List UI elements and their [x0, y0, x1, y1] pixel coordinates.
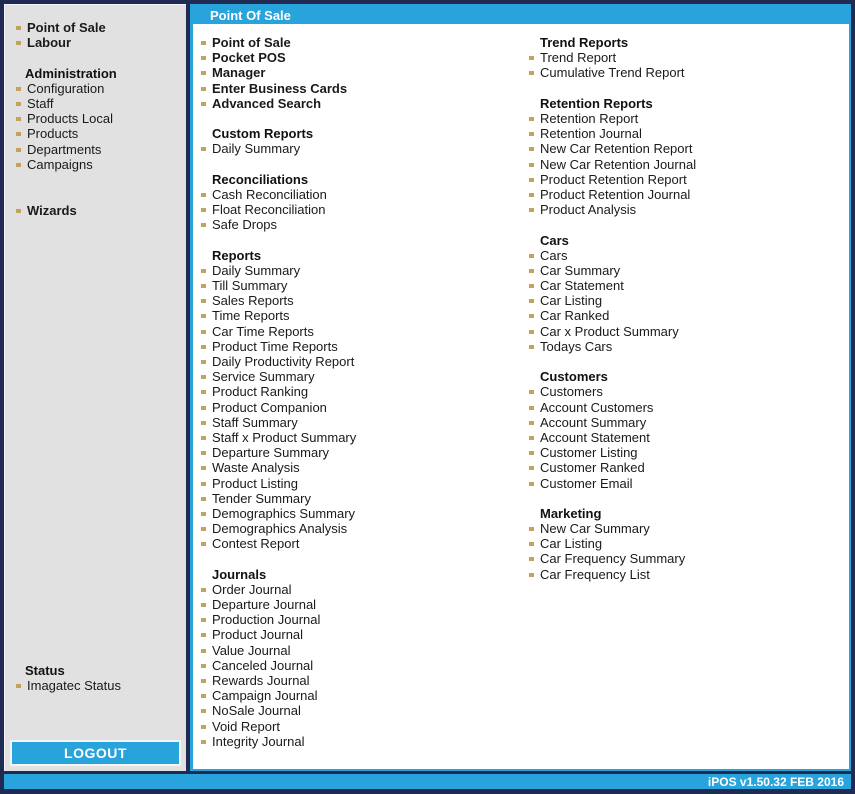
- bullet-icon: [201, 41, 206, 45]
- sidebar-bottom-gap: [5, 693, 186, 735]
- section-header: Cars: [540, 232, 569, 248]
- menu-item[interactable]: [529, 521, 849, 536]
- menu-item-label: Advanced Search: [212, 95, 322, 111]
- bullet-icon: [201, 603, 206, 607]
- menu-item-label: Campaign Journal: [212, 688, 318, 704]
- menu-item[interactable]: [529, 202, 849, 217]
- menu-item-label: Void Report: [212, 718, 280, 734]
- menu-item-label: Canceled Journal: [212, 657, 314, 673]
- menu-item[interactable]: [201, 400, 529, 415]
- menu-section: [529, 506, 849, 582]
- menu-item-label: Car Summary: [540, 262, 621, 278]
- menu-item[interactable]: [529, 248, 849, 263]
- menu-item[interactable]: [529, 308, 849, 323]
- menu-item-label: Customer Email: [540, 475, 633, 491]
- menu-item-label: Customer Ranked: [540, 460, 645, 476]
- bullet-icon: [529, 406, 534, 410]
- menu-item[interactable]: [529, 65, 849, 80]
- main-panel: [190, 4, 851, 771]
- bullet-icon: [201, 390, 206, 394]
- section-header: Administration: [25, 65, 117, 81]
- menu-item-label: Daily Summary: [212, 141, 301, 157]
- menu-item-label: New Car Retention Journal: [540, 156, 697, 172]
- menu-item[interactable]: [201, 202, 529, 217]
- sidebar-status-group: [5, 663, 186, 693]
- menu-item[interactable]: [201, 308, 529, 323]
- menu-item[interactable]: [16, 20, 186, 35]
- bullet-icon: [529, 390, 534, 394]
- bullet-icon: [201, 147, 206, 151]
- bullet-icon: [201, 345, 206, 349]
- bullet-icon: [201, 588, 206, 592]
- menu-column-left: [201, 35, 529, 769]
- menu-item-label: Product Analysis: [540, 202, 637, 218]
- main-header-bar: [193, 6, 849, 24]
- bullet-icon: [201, 512, 206, 516]
- menu-section: [201, 567, 529, 749]
- bullet-icon: [529, 254, 534, 258]
- menu-item[interactable]: [201, 50, 529, 65]
- menu-item[interactable]: [529, 278, 849, 293]
- menu-item[interactable]: [201, 718, 529, 733]
- menu-item[interactable]: [201, 339, 529, 354]
- bullet-icon: [529, 299, 534, 303]
- menu-item[interactable]: [201, 673, 529, 688]
- menu-item[interactable]: [201, 627, 529, 642]
- section-header: Marketing: [540, 505, 602, 521]
- menu-section: [5, 203, 186, 218]
- section-header: Reconciliations: [212, 171, 309, 187]
- menu-section: [201, 35, 529, 111]
- menu-item[interactable]: [201, 658, 529, 673]
- menu-item[interactable]: [201, 263, 529, 278]
- logout-button[interactable]: LOGOUT: [10, 740, 181, 766]
- menu-item-label: Product Ranking: [212, 384, 309, 400]
- menu-item[interactable]: [16, 203, 186, 218]
- menu-section: [201, 248, 529, 552]
- menu-item[interactable]: [529, 187, 849, 202]
- bullet-icon: [529, 193, 534, 197]
- menu-item[interactable]: [529, 445, 849, 460]
- main-menu-area: [193, 24, 849, 769]
- menu-item[interactable]: [529, 384, 849, 399]
- bullet-icon: [16, 163, 21, 167]
- menu-item[interactable]: [529, 111, 849, 126]
- menu-item[interactable]: [201, 506, 529, 521]
- menu-item-label: NoSale Journal: [212, 703, 301, 719]
- bullet-icon: [529, 56, 534, 60]
- section-header: Retention Reports: [540, 95, 653, 111]
- menu-item[interactable]: [529, 126, 849, 141]
- menu-item-label: Car Listing: [540, 536, 603, 552]
- menu-item[interactable]: [201, 597, 529, 612]
- menu-section: [529, 369, 849, 491]
- bullet-icon: [16, 102, 21, 106]
- bullet-icon: [201, 269, 206, 273]
- bullet-icon: [16, 684, 21, 688]
- bullet-icon: [201, 679, 206, 683]
- menu-item-label: Till Summary: [212, 278, 288, 294]
- menu-item-label: Products: [27, 126, 79, 142]
- menu-item[interactable]: [201, 65, 529, 80]
- bullet-icon: [201, 740, 206, 744]
- bullet-icon: [529, 117, 534, 121]
- menu-item-label: Contest Report: [212, 536, 300, 552]
- menu-item-label: Demographics Analysis: [212, 521, 348, 537]
- menu-item-label: Product Time Reports: [212, 338, 338, 354]
- menu-item-label: Departments: [27, 141, 102, 157]
- bullet-icon: [529, 482, 534, 486]
- section-header: Custom Reports: [212, 126, 314, 142]
- menu-item[interactable]: [201, 354, 529, 369]
- bullet-icon: [529, 132, 534, 136]
- menu-item-label: Staff: [27, 96, 54, 112]
- menu-item[interactable]: [529, 567, 849, 582]
- menu-item-label: Departure Summary: [212, 445, 330, 461]
- menu-item[interactable]: [529, 400, 849, 415]
- menu-item-label: Car x Product Summary: [540, 323, 679, 339]
- bullet-icon: [201, 56, 206, 60]
- sidebar-spacer: [5, 233, 186, 662]
- bullet-icon: [201, 284, 206, 288]
- bullet-icon: [201, 208, 206, 212]
- bullet-icon: [529, 284, 534, 288]
- menu-item[interactable]: [16, 35, 186, 50]
- menu-item[interactable]: [201, 81, 529, 96]
- bullet-icon: [201, 375, 206, 379]
- menu-item[interactable]: [201, 96, 529, 111]
- menu-item-label: Product Listing: [212, 475, 298, 491]
- page-title: Point Of Sale: [210, 7, 291, 23]
- section-header: Trend Reports: [540, 35, 629, 51]
- menu-item-label: Enter Business Cards: [212, 80, 348, 96]
- menu-item[interactable]: [16, 678, 186, 693]
- bullet-icon: [529, 147, 534, 151]
- menu-item-label: Car Frequency List: [540, 566, 650, 582]
- bullet-icon: [201, 87, 206, 91]
- bullet-icon: [529, 314, 534, 318]
- bullet-icon: [16, 41, 21, 45]
- menu-item-label: Point of Sale: [212, 35, 291, 51]
- bullet-icon: [529, 163, 534, 167]
- menu-item-label: Staff x Product Summary: [212, 429, 357, 445]
- menu-item-label: Product Retention Journal: [540, 186, 691, 202]
- bullet-icon: [16, 26, 21, 30]
- menu-item[interactable]: [201, 643, 529, 658]
- bullet-icon: [529, 573, 534, 577]
- sidebar: [4, 4, 186, 771]
- menu-item-label: Car Statement: [540, 278, 624, 294]
- bullet-icon: [201, 193, 206, 197]
- menu-item[interactable]: [201, 430, 529, 445]
- menu-item[interactable]: [201, 35, 529, 50]
- menu-item[interactable]: [529, 339, 849, 354]
- bullet-icon: [529, 527, 534, 531]
- menu-section: [201, 172, 529, 233]
- bullet-icon: [529, 436, 534, 440]
- menu-item[interactable]: [201, 187, 529, 202]
- menu-item-label: Customer Listing: [540, 445, 638, 461]
- bullet-icon: [201, 330, 206, 334]
- menu-item-label: New Car Summary: [540, 521, 650, 537]
- section-header: Status: [25, 662, 65, 678]
- section-header: Journals: [212, 566, 267, 582]
- menu-item[interactable]: [529, 263, 849, 278]
- menu-item-label: Products Local: [27, 111, 113, 127]
- menu-item-label: Value Journal: [212, 642, 291, 658]
- bullet-icon: [201, 223, 206, 227]
- menu-item-label: Todays Cars: [540, 338, 613, 354]
- bullet-icon: [201, 360, 206, 364]
- bullet-icon: [201, 709, 206, 713]
- menu-item-label: Product Companion: [212, 399, 327, 415]
- menu-section: [529, 232, 849, 354]
- menu-item-label: Time Reports: [212, 308, 290, 324]
- bullet-icon: [201, 314, 206, 318]
- menu-item[interactable]: [201, 582, 529, 597]
- menu-item-label: Cash Reconciliation: [212, 186, 327, 202]
- bullet-icon: [529, 178, 534, 182]
- bullet-icon: [201, 451, 206, 455]
- menu-item[interactable]: [201, 612, 529, 627]
- menu-item-label: Sales Reports: [212, 293, 294, 309]
- menu-item-label: Car Listing: [540, 293, 603, 309]
- menu-item[interactable]: [201, 217, 529, 232]
- bullet-icon: [529, 330, 534, 334]
- menu-item[interactable]: [201, 734, 529, 749]
- menu-item[interactable]: [529, 430, 849, 445]
- menu-item[interactable]: [201, 324, 529, 339]
- bullet-icon: [16, 209, 21, 213]
- menu-item[interactable]: [201, 521, 529, 536]
- menu-item[interactable]: [201, 536, 529, 551]
- menu-item[interactable]: [16, 142, 186, 157]
- menu-item-label: Account Statement: [540, 429, 650, 445]
- bullet-icon: [529, 208, 534, 212]
- menu-item-label: Retention Report: [540, 111, 639, 127]
- bullet-icon: [529, 451, 534, 455]
- bullet-icon: [201, 299, 206, 303]
- menu-item[interactable]: [16, 111, 186, 126]
- menu-item[interactable]: [16, 157, 186, 172]
- bullet-icon: [201, 102, 206, 106]
- menu-item-label: Wizards: [27, 202, 77, 218]
- menu-section: [5, 66, 186, 172]
- menu-item[interactable]: [529, 460, 849, 475]
- menu-item[interactable]: [16, 96, 186, 111]
- body-row: [4, 4, 851, 771]
- bullet-icon: [529, 269, 534, 273]
- menu-item-label: Departure Journal: [212, 597, 317, 613]
- menu-item[interactable]: [201, 688, 529, 703]
- bullet-icon: [201, 436, 206, 440]
- bullet-icon: [529, 542, 534, 546]
- bullet-icon: [201, 694, 206, 698]
- menu-item-label: Tender Summary: [212, 490, 311, 506]
- menu-item-label: Production Journal: [212, 612, 321, 628]
- menu-item[interactable]: [201, 491, 529, 506]
- menu-item-label: Product Journal: [212, 627, 304, 643]
- bullet-icon: [201, 649, 206, 653]
- menu-item-label: Daily Summary: [212, 262, 301, 278]
- menu-item-label: Labour: [27, 35, 72, 51]
- menu-item-label: Daily Productivity Report: [212, 354, 355, 370]
- menu-item[interactable]: [529, 324, 849, 339]
- bullet-icon: [201, 664, 206, 668]
- menu-column-right: [529, 35, 849, 769]
- bullet-icon: [201, 71, 206, 75]
- menu-section: [529, 96, 849, 218]
- menu-item-label: New Car Retention Report: [540, 141, 693, 157]
- bullet-icon: [16, 132, 21, 136]
- footer-bar: [4, 774, 851, 789]
- menu-item-label: Pocket POS: [212, 50, 286, 66]
- menu-item[interactable]: [201, 384, 529, 399]
- menu-item[interactable]: [201, 278, 529, 293]
- bullet-icon: [529, 466, 534, 470]
- section-header: Customers: [540, 369, 608, 385]
- menu-section: [529, 35, 849, 81]
- bullet-icon: [529, 345, 534, 349]
- menu-item-label: Rewards Journal: [212, 672, 310, 688]
- bullet-icon: [529, 421, 534, 425]
- version-label: iPOS v1.50.32 FEB 2016: [707, 774, 844, 789]
- menu-section: [5, 663, 186, 693]
- bullet-icon: [201, 542, 206, 546]
- menu-item-label: Customers: [540, 384, 603, 400]
- menu-item-label: Cumulative Trend Report: [540, 65, 685, 81]
- menu-item-label: Integrity Journal: [212, 733, 305, 749]
- bullet-icon: [201, 482, 206, 486]
- menu-item-label: Car Frequency Summary: [540, 551, 686, 567]
- menu-item-label: Product Retention Report: [540, 171, 687, 187]
- menu-item[interactable]: [201, 293, 529, 308]
- menu-item-label: Order Journal: [212, 581, 292, 597]
- menu-item[interactable]: [201, 415, 529, 430]
- menu-item-label: Cars: [540, 247, 568, 263]
- menu-item-label: Service Summary: [212, 369, 315, 385]
- menu-item-label: Staff Summary: [212, 414, 298, 430]
- menu-item[interactable]: [201, 475, 529, 490]
- section-header: Reports: [212, 247, 262, 263]
- menu-item-label: Point of Sale: [27, 20, 106, 36]
- sidebar-groups: [5, 20, 186, 233]
- menu-item-label: Manager: [212, 65, 266, 81]
- bullet-icon: [529, 557, 534, 561]
- bullet-icon: [201, 527, 206, 531]
- menu-item-label: Imagatec Status: [27, 677, 121, 693]
- menu-section: [5, 20, 186, 50]
- menu-item[interactable]: [201, 445, 529, 460]
- menu-item[interactable]: [529, 536, 849, 551]
- menu-item[interactable]: [529, 172, 849, 187]
- menu-item-label: Waste Analysis: [212, 460, 300, 476]
- bullet-icon: [201, 725, 206, 729]
- bullet-icon: [201, 497, 206, 501]
- bullet-icon: [201, 421, 206, 425]
- bullet-icon: [201, 618, 206, 622]
- menu-item-label: Float Reconciliation: [212, 202, 326, 218]
- menu-item[interactable]: [201, 369, 529, 384]
- menu-item[interactable]: [16, 126, 186, 141]
- menu-item-label: Trend Report: [540, 50, 617, 66]
- menu-item-label: Safe Drops: [212, 217, 278, 233]
- bullet-icon: [201, 406, 206, 410]
- bullet-icon: [529, 71, 534, 75]
- menu-item-label: Retention Journal: [540, 126, 642, 142]
- menu-item-label: Configuration: [27, 80, 105, 96]
- bullet-icon: [16, 87, 21, 91]
- menu-item-label: Demographics Summary: [212, 505, 356, 521]
- bullet-icon: [16, 148, 21, 152]
- menu-section: [201, 126, 529, 156]
- bullet-icon: [16, 117, 21, 121]
- menu-item[interactable]: [529, 415, 849, 430]
- menu-item[interactable]: [201, 141, 529, 156]
- menu-item-label: Car Ranked: [540, 308, 610, 324]
- menu-item[interactable]: [529, 50, 849, 65]
- menu-item[interactable]: [529, 551, 849, 566]
- menu-item[interactable]: [16, 81, 186, 96]
- bullet-icon: [201, 633, 206, 637]
- menu-item[interactable]: [201, 460, 529, 475]
- menu-item[interactable]: [529, 157, 849, 172]
- menu-item-label: Account Customers: [540, 399, 654, 415]
- bullet-icon: [201, 466, 206, 470]
- menu-item-label: Car Time Reports: [212, 323, 314, 339]
- menu-item[interactable]: [201, 703, 529, 718]
- menu-item-label: Account Summary: [540, 414, 647, 430]
- menu-item-label: Campaigns: [27, 156, 93, 172]
- menu-item[interactable]: [529, 141, 849, 156]
- menu-item[interactable]: [529, 293, 849, 308]
- menu-item[interactable]: [529, 475, 849, 490]
